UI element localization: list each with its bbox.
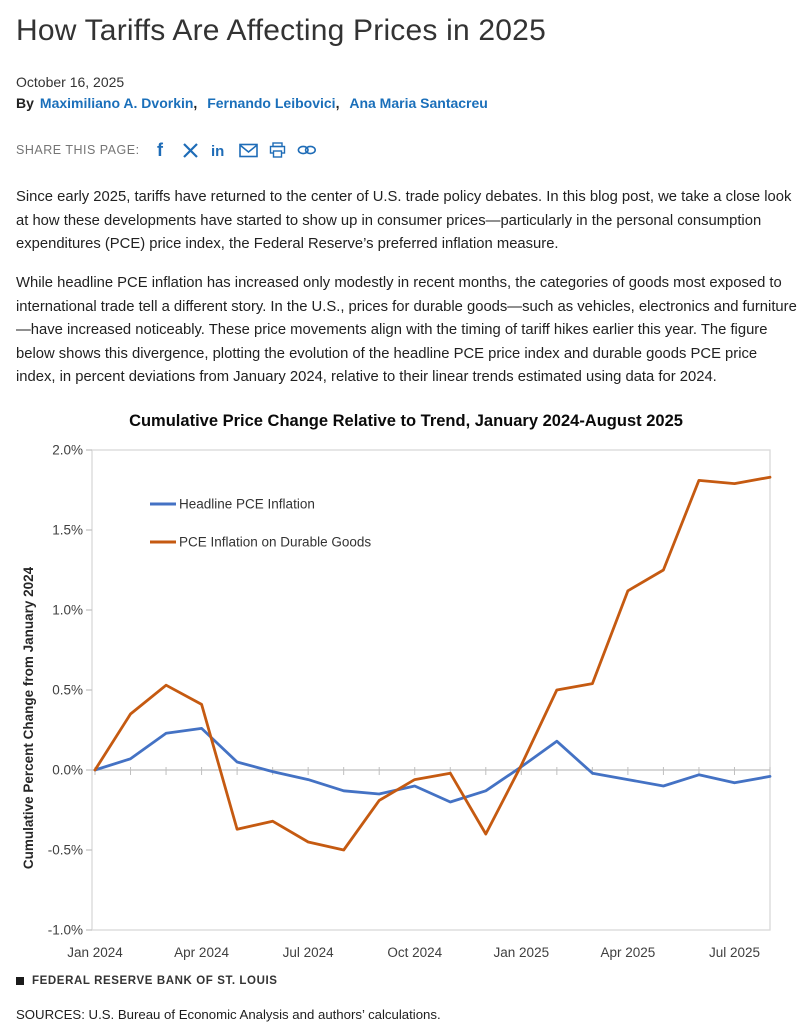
author-link[interactable]: Maximiliano A. Dvorkin — [39, 95, 194, 111]
y-tick-label: 1.5% — [52, 522, 83, 538]
facebook-icon[interactable] — [152, 140, 172, 160]
frb-bank-label: FEDERAL RESERVE BANK OF ST. LOUIS — [32, 975, 278, 987]
article-paragraph-1: Since early 2025, tariffs have returned to the center of U.S. trade policy debates. In this blog post, we take a close look at how these developments have started to show up in consumer prices—particularly in the personal consumption expenditures (PCE) price index, the Federal Reserve’s preferred inflation measure. — [16, 189, 792, 252]
x-icon[interactable] — [181, 140, 201, 160]
y-tick-label: -0.5% — [47, 842, 83, 858]
y-tick-label: -1.0% — [47, 922, 83, 938]
y-axis-title: Cumulative Percent Change from January 2024 — [21, 566, 36, 870]
x-tick-label: Jul 2025 — [708, 945, 760, 960]
y-tick-label: 0.5% — [52, 682, 83, 698]
email-icon[interactable] — [239, 140, 259, 160]
byline-authors — [34, 95, 488, 111]
author-separator: , — [193, 95, 202, 111]
x-tick-label: Jul 2024 — [282, 945, 334, 960]
price-change-chart — [0, 400, 812, 980]
legend-label: PCE Inflation on Durable Goods — [179, 534, 372, 550]
legend-label: Headline PCE Inflation — [179, 496, 315, 512]
y-tick-label: 1.0% — [52, 602, 83, 618]
x-tick-label: Apr 2024 — [174, 945, 229, 960]
x-tick-label: Apr 2025 — [600, 945, 656, 960]
page-title: How Tariffs Are Affecting Prices in 2025 — [16, 14, 546, 47]
author-link[interactable]: Ana Maria Santacreu — [349, 95, 488, 111]
x-tick-label: Jan 2025 — [493, 945, 550, 960]
sources-line: SOURCES: U.S. Bureau of Economic Analysis and authors’ calculations. — [16, 1007, 441, 1022]
frb-footer — [16, 975, 278, 987]
linkedin-icon[interactable] — [210, 140, 230, 160]
author-link[interactable]: Fernando Leibovici — [207, 95, 336, 111]
headline-pce-line — [95, 728, 770, 802]
chart-title: Cumulative Price Change Relative to Trend, January 2024-August 2025 — [129, 412, 683, 430]
post-date: October 16, 2025 — [16, 74, 125, 90]
svg-text:f: f — [156, 141, 163, 159]
y-tick-label: 0.0% — [52, 762, 83, 778]
frb-square-icon — [16, 977, 24, 985]
share-row — [16, 140, 317, 160]
author-separator: , — [335, 95, 344, 111]
byline-prefix: By — [16, 95, 34, 111]
svg-text:in: in — [211, 142, 225, 158]
x-tick-label: Oct 2024 — [387, 945, 443, 960]
share-icons — [152, 140, 317, 160]
y-tick-label: 2.0% — [52, 442, 83, 458]
plot-border — [92, 450, 770, 930]
article-paragraph-2: While headline PCE inflation has increased only modestly in recent months, the categories of goods most exposed to international trade tell a different story. In the U.S., prices for durable goods—such as vehicles, electronics and furniture—have increased noticeably. These price movements align with the timing of tariff hikes earlier this year. The figure below shows this divergence, plotting the evolution of the headline PCE price index and durable goods PCE price index, in percent deviations from January 2024, relative to their linear trends estimated using data for 2024. — [16, 275, 797, 385]
x-tick-label: Jan 2024 — [67, 945, 123, 960]
share-label: SHARE THIS PAGE: — [16, 143, 140, 157]
print-icon[interactable] — [268, 140, 288, 160]
link-icon[interactable] — [297, 140, 317, 160]
byline — [16, 95, 488, 111]
